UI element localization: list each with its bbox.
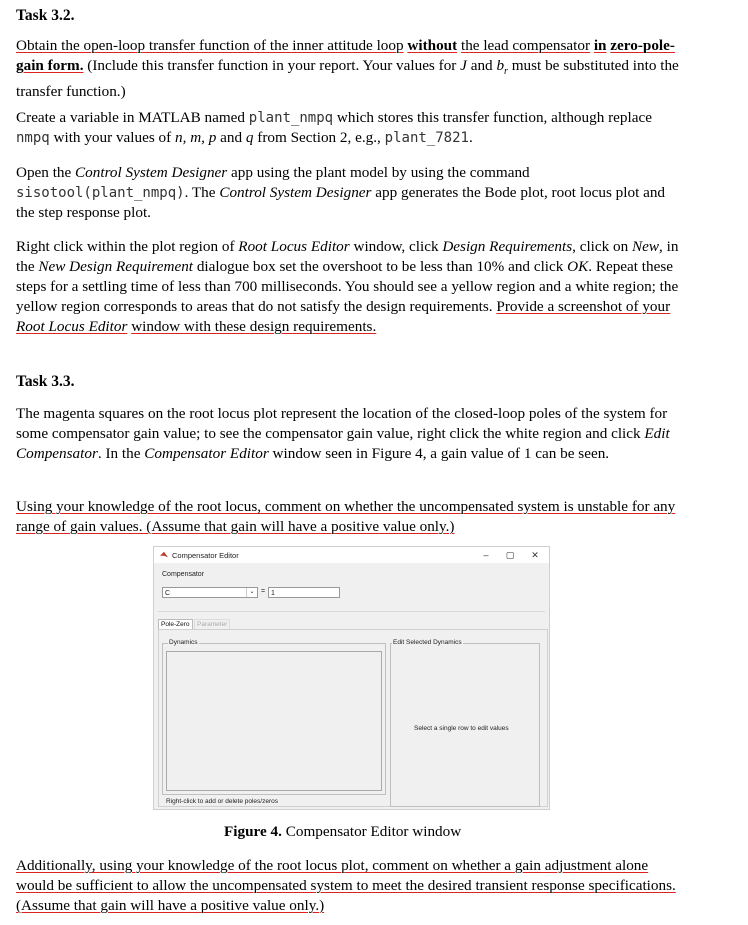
tab-pole-zero[interactable]: Pole-Zero [158, 619, 193, 630]
maximize-button[interactable]: ▢ [505, 550, 515, 560]
edit-dynamics-label: Edit Selected Dynamics [393, 639, 462, 646]
dynamics-label: Dynamics [169, 639, 198, 646]
compensator-select[interactable]: C ⌄ [162, 587, 258, 598]
matlab-icon [160, 551, 168, 559]
compensator-editor-window [153, 546, 550, 810]
task-3-3-heading: Task 3.3. [16, 373, 75, 390]
dynamics-hint: Right-click to add or delete poles/zeros [166, 798, 279, 805]
minimize-button[interactable]: – [483, 550, 489, 560]
task-3-3-paragraph-1: The magenta squares on the root locus plot represent the location of the closed-loop poles of the system for some compensator gain value; to see the compensator gain value, right click the white region and click Edit Compensator. In the Compensator Editor window seen in Figure 4, a gain value of 1 can be seen. [16, 405, 670, 462]
task-3-2-paragraph-3: Open the Control System Designer app using the plant model by using the command sisotool(plant_nmpq). The Control System Designer app generates the Bode plot, root locus plot and the step response plot. [16, 164, 666, 221]
divider [158, 611, 545, 612]
gain-input[interactable]: 1 [268, 587, 340, 598]
task-3-2-heading: Task 3.2. [16, 7, 75, 24]
compensator-label: Compensator [162, 571, 205, 578]
close-button[interactable]: ✕ [531, 550, 539, 560]
window-title: Compensator Editor [172, 551, 239, 560]
task-3-2-paragraph-4: Right click within the plot region of Root Locus Editor window, click Design Requirements, click on New, in the New Design Requirement dialogue box set the overshoot to be less than 10% and click OK. Repeat these steps for a settling time of less than 700 milliseconds. You should see a yellow region and a white region; the yellow region corresponds to areas that do not satisfy the design requirements. Provide a screenshot of your Root Locus Editor window with these design requirements. [16, 238, 679, 335]
task-3-3-paragraph-2: Using your knowledge of the root locus, comment on whether the uncompensated system is unstable for any range of gain values. (Assume that gain will have a positive value only.) [16, 498, 676, 535]
dynamics-table[interactable] [166, 651, 382, 791]
task-3-2-paragraph-2: Create a variable in MATLAB named plant_nmpq which stores this transfer function, although replace nmpq with your values of n, m, p and q from Section 2, e.g., plant_7821. [16, 109, 652, 146]
tab-parameter[interactable]: Parameter [194, 619, 230, 630]
edit-dynamics-hint: Select a single row to edit values [414, 725, 509, 732]
chevron-down-icon[interactable]: ⌄ [246, 588, 257, 597]
figure-caption: Figure 4. Compensator Editor window [224, 823, 462, 840]
window-titlebar [154, 547, 549, 563]
task-3-3-paragraph-3: Additionally, using your knowledge of the root locus plot, comment on whether a gain adjustment alone would be sufficient to allow the uncompensated system to meet the desired transient response specifications. (Assume that gain will have a positive value only.) [16, 857, 676, 914]
equals-sign: = [261, 588, 266, 595]
task-3-2-paragraph-1: Obtain the open-loop transfer function of the inner attitude loop without the lead compensator in zero-pole-gain form. (Include this transfer function in your report. Your values for J and $b_r$ must be substituted into the transfer function.) [16, 37, 679, 101]
